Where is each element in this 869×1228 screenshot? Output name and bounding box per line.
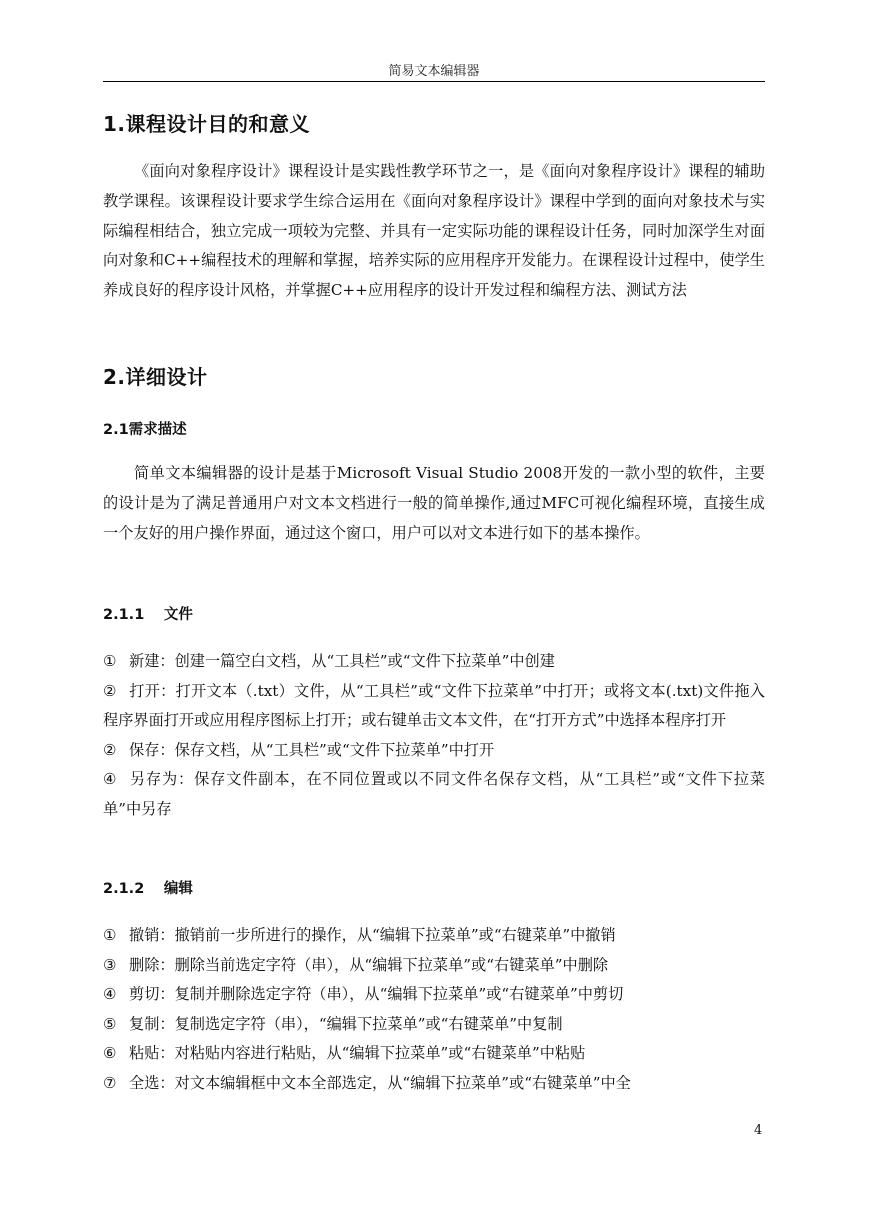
list-item: ② 保存：保存文档，从“工具栏”或“文件下拉菜单”中打开	[103, 740, 495, 759]
header-title: 简易文本编辑器	[388, 64, 480, 79]
list-item: ⑦ 全选：对文本编辑框中文本全部选定，从“编辑下拉菜单”或“右键菜单”中全	[103, 1073, 631, 1092]
list-item: ④ 剪切：复制并删除选定字符（串），从“编辑下拉菜单”或“右键菜单”中剪切	[103, 985, 624, 1003]
section-2-1-2-heading: 2.1.2 编辑	[103, 881, 193, 897]
list-item: ① 新建：创建一篇空白文档，从“工具栏”或“文件下拉菜单”中创建	[103, 652, 555, 670]
section-2-1-heading: 2.1需求描述	[103, 422, 187, 438]
section-2-heading: 2.详细设计	[103, 365, 208, 389]
section-2-1-paragraph: 简单文本编辑器的设计是基于Microsoft Visual Studio 2008开发的一款小型的软件，主要的设计是为了满足普通用户对文本文档进行一般的简单操作,通过MFC可视化编程环境，直接生成一个友好的用户操作界面，通过这个窗口，用户可以对文本进行如下的基本操作。	[103, 464, 765, 542]
section-1-heading: 1.课程设计目的和意义	[103, 112, 311, 136]
page-number: 4	[754, 1123, 763, 1138]
file-operations-list	[103, 647, 765, 824]
list-item: ① 撤销：撤销前一步所进行的操作，从“编辑下拉菜单”或“右键菜单”中撤销	[103, 926, 616, 944]
list-item: ③ 删除：删除当前选定字符（串），从“编辑下拉菜单”或“右键菜单”中删除	[103, 955, 609, 974]
header-rule	[103, 81, 765, 82]
section-2-1-1-heading: 2.1.1 文件	[103, 607, 193, 623]
list-item: ④ 另存为：保存文件副本，在不同位置或以不同文件名保存文档，从“工具栏”或“文件下拉菜单”中另存	[103, 770, 765, 818]
list-item: ② 打开：打开文本（.txt）文件，从“工具栏”或“文件下拉菜单”中打开；或将文本(.txt)文件拖入程序界面打开或应用程序图标上打开；或右键单击文本文件，在“打开方式”中选择本程序打开	[103, 681, 765, 729]
section-1-paragraph: 《面向对象程序设计》课程设计是实践性教学环节之一，是《面向对象程序设计》课程的辅助教学课程。该课程设计要求学生综合运用在《面向对象程序设计》课程中学到的面向对象技术与实际编程相结合，独立完成一项较为完整、并具有一定实际功能的课程设计任务，同时加深学生对面向对象和C++编程技术的理解和掌握，培养实际的应用程序开发能力。在课程设计过程中，使学生养成良好的程序设计风格，并掌握C++应用程序的设计开发过程和编程方法、测试方法	[103, 162, 765, 300]
edit-operations-list	[103, 921, 765, 1098]
list-item: ⑤ 复制：复制选定字符（串），“编辑下拉菜单”或“右键菜单”中复制	[103, 1014, 563, 1033]
list-item: ⑥ 粘贴：对粘贴内容进行粘贴，从“编辑下拉菜单”或“右键菜单”中粘贴	[103, 1044, 586, 1062]
